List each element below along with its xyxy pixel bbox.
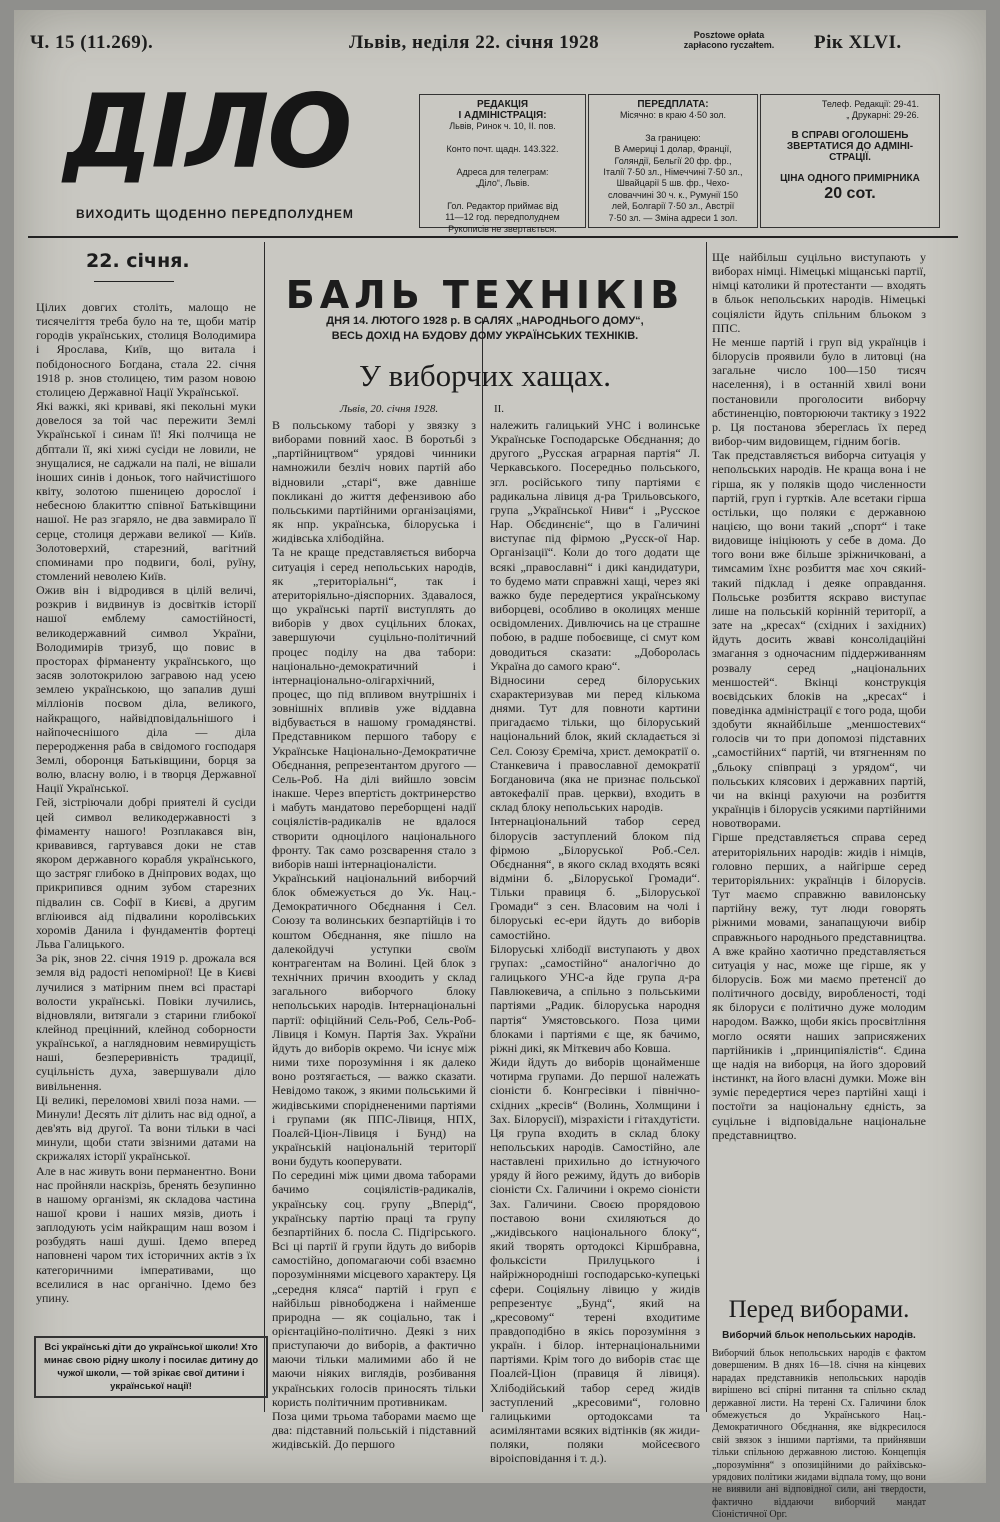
col1-notice-box: Всі українські діти до української школи! Хто минає свою рідну школу і посилає дитину до чужої школи, — той зрікає свої дитини і української нації! [34,1336,268,1398]
col1-article: Цілих довгих століть, малощо не тисячеліття треба було на те, щоби матір городів українських, столиця Володимира і Ярослава, Київ, що витала і побідоносного Богдана, стала 22. січня 1918 р. знов столицею, тим разом новою столицею Державної Нації Української. Які важкі, які криваві, які пекольні муки довелося за той час пережити Землі Української і синам її! Які полчища не дбптали її, які хижі сусіди не ловили, не знущалися, не саджали на палі, не вішали іноших синів і доньок, того найчистішого квіту, золотою пшеницею дорослої і небесною блакиттю співної Батьківщини нашої. Не раз згаряло, не два завмирало її серце, столиця держави великої — Київ. Золотоверхий, старезний, вагітний споминами про подвиги, болі, руїну, стомлений неволею Київ. Ожив він і відродився в цілій величі, розкрив і видвинув із досвітків історії нашої емблему самостійності, великодержавний символ України, Володимирів тризуб, що повис в просторах фірманенту українського, що засяв золотокрилою загравою над усею землею українською, що запалив душі мілліонів посвом діла, великого, найкращого, найвідповідальнішого і найпочеснішого діла — діла переродження раба в свідомого господаря Землі, оборонця Батьківщини, борця за волю, власну волю, і в творця Державної Нації Української. Гей, зістріючали добрі приятелі й сусіди цей символ великодержавності з фімаменту нашого! Розплакався він, кривавився, гартувався доки не став якором державного корабля українського, що застряг глибоко в Дніпрових водах, що прикрипився одним зубом старезних підвалин св. Софії в Києві, а другим вгліюився аід підвалини королівських хоромів Данила і фундаментів фортеці Льва Галицького. За рік, знов 22. січня 1919 р. дрожала вся земля від радості непомірної! Це в Києві лучилися з матірним пнем всі прастарі волости українські. Повіки лучились, відновляли, витягали з старини глибокої клейнод прецінний, клейнод соборности української, а наглядновим невмирущість наші, безпереривність традиції, суцільність духа, завершували діло вивільнення. Ці великі, переломові хвилі поза нами. — Минули! Десять літ ділить нас від одної, а дев'ять від другої. Та вони тільки в часі минули, щоби стати звізними датами на скрижалях історії української. Але в нас живуть вони перманентно. Вони нас пройняли наскрізь, бренять безупинно в нашому організмі, як складова частина нашої крови і наших мязів, диоть і заплодують усім найкращим наш возом і розбудять наші душі. Ідемо вперед наповнені чаром тих історичних актів з їх категоричними імперативами, що вселилися в нас органічно. Ідемо без упину. [36,300,256,1305]
newspaper-logo: ДІЛО [64,71,351,192]
ball-banner-title: БАЛЬ ТЕХНІКІВ [285,273,685,317]
date-line: Львів, неділя 22. січня 1928 [349,32,600,53]
column-rule [482,318,483,1412]
tagline: ВИХОДИТЬ ЩОДЕННО ПЕРЕДПОЛУДНЕМ [76,207,354,221]
ball-banner-line1: ДНЯ 14. ЛЮТОГО 1928 р. В САЛЯХ „НАРОДНЬОГО ДОМУ“, [326,315,644,327]
subscription-box: ПЕРЕДПЛАТА: Місячно: в краю 4·50 зол. За границею: В Америці 1 долар, Франції, Голяндії, Бельгії 20 фр. фр., Італії 7·50 зл., Німеччині 7·50 зл., Швайцарії 5 шв. фр., Чехо- словаччині 30 ч. к., Румунії 150 лей, Болгарії 7·50 зл., Австрії 7·50 зл. — Зміна адреси 1 зол. [588,94,758,228]
article-headline: У виборчих хащах. [358,358,612,393]
col4-subheading: Виборчий бльок непольських народів. [722,1330,916,1341]
ball-banner-line2: ВЕСЬ ДОХІД НА БУДОВУ ДОМУ УКРАЇНСЬКИХ ТЕХНІКІВ. [331,330,639,342]
postage-note: Posztowe opłata zapłacono ryczałtem. [683,30,775,50]
col3-article: належить галицький УНС і волинське Українське Господарське Обєднання; до другого „Русская аграрная партія“ Л. Черкавського. Посередньо польського, згл. російського типу партіями є радикальна лівиця д-ра Трильовського, група „Української Ниви“ і „Русское Нар. Обєдинєніє“, що в Галичині виступає під фірмою „Русск-ої Нар. Організації“. Коли до того додати ще всякі „православні“ і дикі кандидатури, то будемо мати справжні хащі, через які важко буде передертися українському виборцеві, особливо в околицях менше освідомлених. Дивлючись на це страшне побою, в радше побоєвище, сі смут ком доводиться сказати: „Доборолась Україна до самого краю“. Відносини серед білоруських схарактеризував ми перед кількома днями. Тут для повноти картини пригадаємо тільки, що білоруський національний блок, який складається зі Сел. Союзу Єреміча, христ. демократії о. Станкевича і православної демократії Богдановича (яка не признає польської автокефалії прав. церкви), входить в склад блоку непольських народів. Інтернаціональний табор серед білорусів заступлений блоком під фірмою „Білоруської Роб.-Сел. Обєднання“, в якого склад входять всякі відміни б. „Білоруської Громади“. Тільки правиця б. „Білоруської Громади“ з сен. Власовим на чолі і білоруські ес-ери йдуть до виборів самостійно. Білоруські хлібодії виступають у двох групах: „самостійно“ аналогічно до галицького УНС-а йде група д-ра Павлюкевича, а спільно з польськими партіями „Радик. білоруська народня партія“ Умястовського. Поза цими блоками і партіями є ще, як бачимо, ріжні дикі, як Міткевич або Ковша. Жиди йдуть до виборів щонайменше чотирма групами. До першої належать сіоністи б. Конгресівки і північно-східних „кресів“ (Волинь, Холмщини і Зах. Білорусії), мізрахісти і гітахдутісти. Ця група входить в склад блоку непольських народів. Самостійно, але наставлені прихильно до істнуючого уряду й його режиму, йдуть до виборів сіоністи Сх. Галичини і окремо сіоністи Зах. Галичини. Своєю прорядовою поставою вони схиляються до „жидівського національного блоку“, який творять ортодоксі Кіршбравна, фольксісти Прилуцького і найріжнородніші господарсько-купецькі сфери. Соціяльну лівицю у жидів репрезентує „Бунд“, який на „кресовому“ терені входитиме правдоподібно в якісь порозуміння з україн. і білор. інтернаціональними партіями. Крім того до виборів стає ще Поалєй-Ціон (правиця й лівиця). Хлібодійський табор серед жидів заступлений „кресовими“, головно галицькими ортодоксами та асимілянтами всяких відтінків (як жиди-поляки, поляки мойсеєвого віроісповідання і т. д.). [490,418,700,1466]
col2-article: В польському таборі у звязку з виборами повний хаос. В боротьбі з „партійництвом“ урядові чинники намножили безліч нових партій або відновили „старі“, вже давніше покликані до життя дефензивою або польськими партійними організаціями, як нпр. українська, білоруська і жидівська хлібодійна. Та не краще представляється виборча ситуація і серед непольських народів, як „територіальні“, так і атериторіяльно-діяспорних. Здавалося, що українські партії виступлять до виборів у двох суцільних блоках, завершуючи суцільно-політичний процес поділу на два табори: національно-демократичний і інтернаціонально-олігархічний, процес, що під впливом внутрішніх і зовнішніх впливів уже віддавна відбувається в нашому громадянстві. Представником першого табору є Українське Національно-Демократичне Обєднання, репрезентантом другого — Сель-Роб. На ділі вийшло зовсім інакше. Через впертість доктринерство і мабуть мандатово переборщені надії соціялістів-радикалів не вдалося створити одноцілого національного фронту. Так само розсварення стало з виборів наші інтернаціоналісти. Український національний виборчий блок обмежується до Ук. Нац.-Демократичного Обєднання і Сел. Союзу та волинських безпартійців і то коштом Обєднання, яке пішло на далекойдучі уступки своїм контрагентам на Волині. Цей блок з технічних причин вхоодить у склад загального виборчого блоку непольських народів. Інтернаціональні партії: офіційний Сель-Роб, Сель-Роб-Лівиця і Комун. Партія Зах. України йдуть до виборів окремо. Чи існує між ними тихе порозуміння і як далеко воно розтягається, — важко сказати. Невідомо також, з якими польськими й жидівськими споріднененими партіями і групами (як ППС-Лівиця, НПХ, Поалєй-Ціон-Лівиця і Бунд) на українській національній території вони будуть кооперувати. По середині між цими двома таборами бачимо соціялістів-радикалів, українську соц. групу „Вперід“, українську партію праці та групу безпартійних б. посла С. Підгірського. Всі ці партії й групи йдуть до виборів самостійно, допомагаючи собі взаємно порозуміннями місцевого характеру. Ця „середня кляса“ партій і груп є найбільш рівнободжена і найменше природна — як соціально, так і орієнтаційно-політично. Деякі з них приступаючи до виборів, а фактично маючи тільки малимими або й не маючи ніяких виглядів, розбивання українських голосів приносять тільки користь політичним противникам. Поза цими трьома таборами маємо ще два: підставний польській і підставний жидівській. До першого [272,418,476,1452]
editorial-box: РЕДАКЦІЯ І АДМІНІСТРАЦІЯ: Львів, Ринок ч. 10, II. пов. Конто почт. щадн. 143.322. Адреса для телеграм: „Діло“, Львів. Гол. Редактор приймає від 11—12 год. передполуднем Рукописів не звертається. [419,94,586,228]
column-rule [264,242,265,1412]
col4-heading: Перед виборами. [728,1296,910,1323]
issue-number: Ч. 15 (11.269). [30,32,154,53]
article-dateline: Львів, 20. січня 1928. [339,403,439,415]
col4-article: Ще найбільш суцільно виступають у виборах німці. Німецькі міщанські партії, німці католики й протестанти — входять в бльок непольських народів. Німецькі соціялісти йдуть спільним бльоком з ППС. Не менше партій і груп від українців і білорусів проявили було в литовці (на загальне число 100—150 тисяч населення), і в останній хвилі вони постановили проголосити виборчу абстиненцію, повторюючи тактику з 1922 р. Ця постанова збереглась їх перед вибор-чим видовищем, гідним богів. Так представляється виборча ситуація у непольських народів. Не краща вона і не гірша, як у поляків щодо численности партій, груп і гуртків. Але всетаки гірша остільки, що поляки є державною нацією, що вони такий „спорт“ і таке видовище ініціюють у себе в дома. До того вони вже більше зріжничковані, а тимсамим їхнє розбиття має хоч сякий-такий підклад і деяке оправдання. Польське розбиття яскраво виступає лише на польській корінній території, а зате на „кресах“ (східних і західних) йдуть досить жваві консолідаційні змагання з одночасним піддерживанням розвалу серед „національних меншостей“. Вкінці конструкція воєвідських блоків на „кресах“ і поведінка адміністрації є того рода, щоби здобути якнайбільше „меншостевих“ голосів чи то при допомозі підставних „самостійних“ партій, чи втягненням по „бльоку співпраці з урядом“, чи польських клясових і державних партій, чи на вкінці рахуючи на розбиття українців і білорусів усякими партійними новотворами. Гірше представляється справа серед атериторіяльних народів: жидів і німців, головно перших, а найгірше серед територіяльних: українців і білорусів. Тут маємо справжню вавилонську партійну вежу, тут люди говорять ріжними мовами, занапащуючи вибір справжнього народнього представництва. А вже крайно хаотично представляється ситуація у нас, може ще гірше, як у білорусів. Бож ми маємо претенсії до політичного досвіду, виробленості, тоді як білоруси є політично дуже молодим народом. Важко, щоби якісь просвітління могло осяяти наших заприсяжених партійників і „принципіялістів“. Єдина ще надія на виборця, на його здоровий інстинкт, на його власні думки. Може він зуміє передертися через партійні хащі і постоїти за національну єдність, за суцільне і відповідальне національне представництво. [712,250,926,1142]
col1-heading: 22. січня. [86,250,190,272]
column-rule [706,242,707,1412]
newspaper-page [14,10,986,1521]
masthead-rule [28,236,958,238]
year-line: Рік XLVI. [814,32,902,53]
article-part: II. [493,403,505,415]
heading-rule [94,281,174,282]
col4-article-2: Виборчий бльок непольських народів є фактом довершеним. В днях 16—18. січня на кінцевих нарадах представників непольських народів вирішено всі спірні питання та спільно склад державної листи. На терені Сх. Галичини блок обмежується до Українського Нац.-Демократичного Обєднання, яке відкресилося свій звязок з іншими партіями, та прийнявши тільки спільною державною листою. Концепція „порозуміння“ з опозиційними до райхівсько-урядових політики жидами відпала тому, що вони не виявили ані відповідної сили, ані твердости, фактично віддаючи виборчий мандат Сіоністичної Орг. [712,1348,926,1521]
phones-box: Телеф. Редакції: 29-41. „ Друкарні: 29-26. В СПРАВІ ОГОЛОШЕНЬ ЗВЕРТАТИСЯ ДО АДМІНІ- СТРАЦІЇ. ЦІНА ОДНОГО ПРИМІРНИКА 20 сот. [760,94,940,228]
